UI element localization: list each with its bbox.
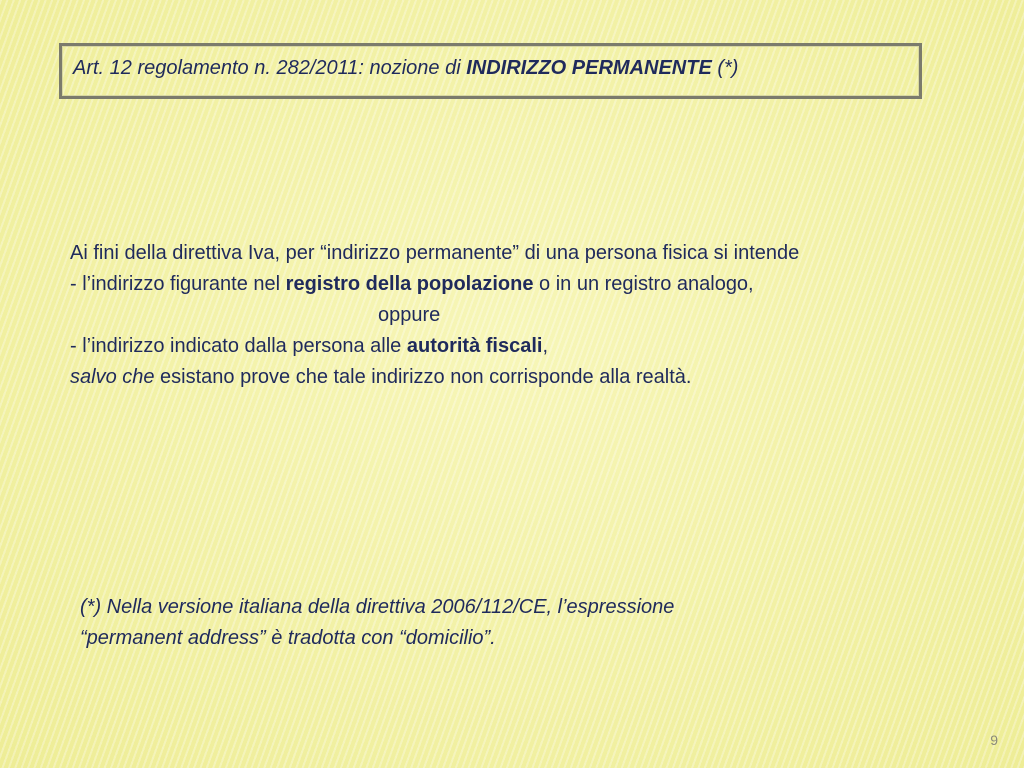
list-item-tax-authorities xyxy=(70,331,970,362)
item2-bold: autorità fiscali xyxy=(406,335,543,357)
slide-title xyxy=(73,57,738,80)
connector-oppure: oppure xyxy=(378,304,441,326)
list-item-population-register xyxy=(70,269,970,300)
title-emphasis: INDIRIZZO PERMANENTE xyxy=(466,57,712,79)
page-number: 9 xyxy=(990,732,998,748)
footnote xyxy=(80,592,880,654)
item2-suffix: , xyxy=(542,335,549,357)
footnote-line-1: (*) Nella versione italiana della direttiva 2006/112/CE, l’espressione xyxy=(80,596,675,618)
footnote-line-2: “permanent address” è tradotta con “domicilio”. xyxy=(80,627,496,649)
intro-paragraph: Ai fini della direttiva Iva, per “indirizzo permanente” di una persona fisica si intende xyxy=(70,242,800,264)
closing-paragraph xyxy=(70,362,970,393)
title-box xyxy=(59,43,922,99)
closing-italic: salvo che xyxy=(70,366,155,388)
item2-prefix: - l’indirizzo indicato dalla persona alle xyxy=(70,335,407,357)
item1-prefix: - l’indirizzo figurante nel xyxy=(70,273,286,295)
item1-suffix: o in un registro analogo, xyxy=(533,273,754,295)
main-text xyxy=(70,238,970,393)
title-suffix: (*) xyxy=(711,57,739,79)
item1-bold: registro della popolazione xyxy=(285,273,534,295)
title-prefix: Art. 12 regolamento n. 282/2011: nozione di xyxy=(73,57,467,79)
closing-rest: esistano prove che tale indirizzo non corrisponde alla realtà. xyxy=(154,366,692,388)
